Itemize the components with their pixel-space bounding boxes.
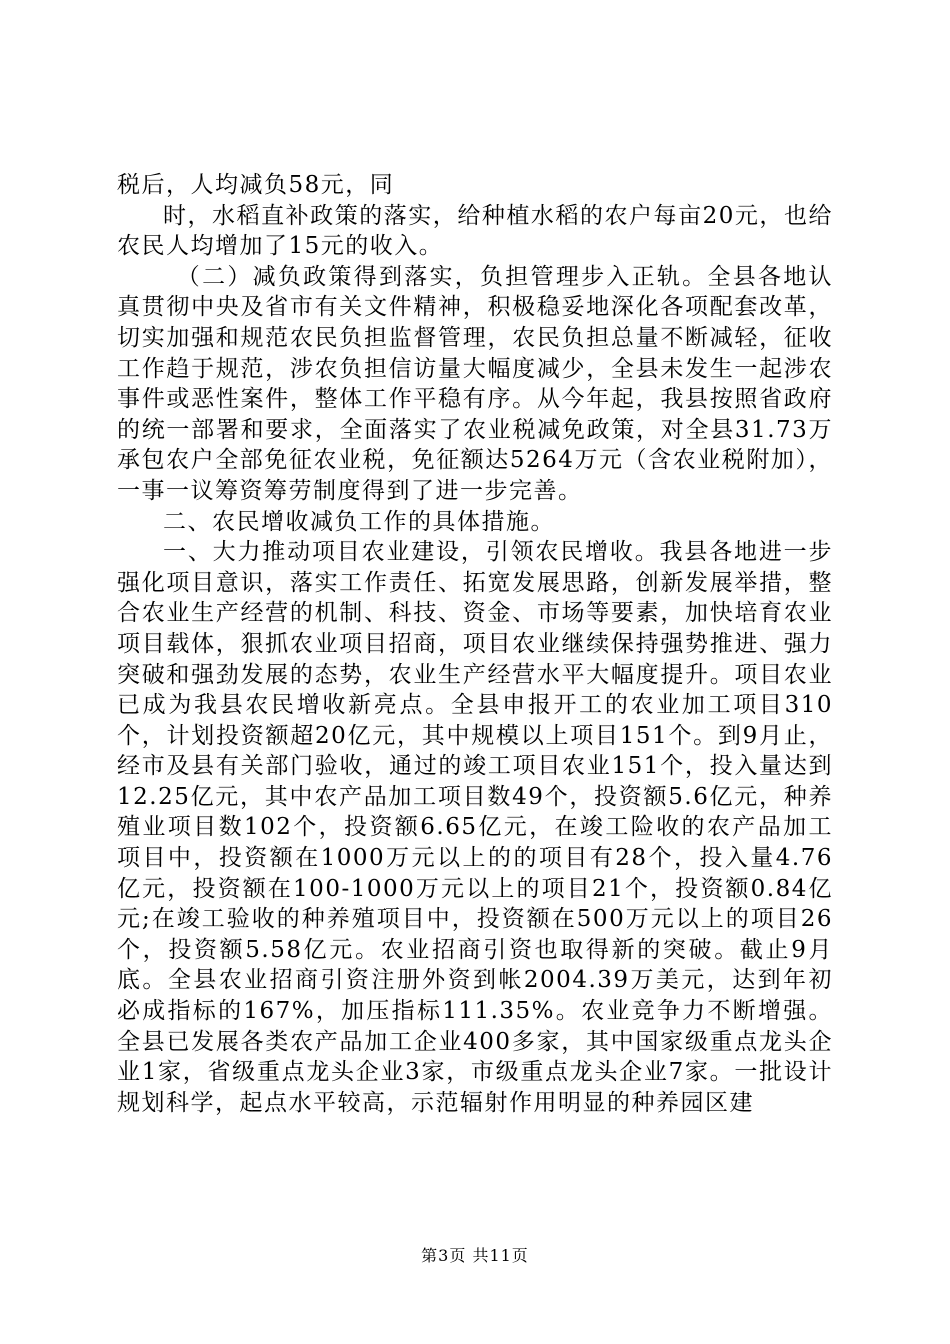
paragraph-burden-reduction: （二）减负政策得到落实，负担管理步入正轨。全县各地认真贯彻中央及省市有关文件精神，积极稳妥地深化各项配套改革，切实加强和规范农民负担监督管理，农民负担总量不断减轻，征收工作趋于规范，涉农负担信访量大幅度减少，全县未发生一起涉农事件或恶性案件，整体工作平稳有序。从今年起，我县按照省政府的统一部署和要求，全面落实了农业税减免政策，对全县31.73万承包农户全部免征农业税，免征额达5264万元（含农业税附加），一事一议筹资筹劳制度得到了进一步完善。 [117, 263, 833, 504]
page-number: 第3页 共11页 [421, 1246, 529, 1265]
section-heading-measures: 二、农民增收减负工作的具体措施。 [163, 508, 555, 535]
paragraph-project-agriculture: 一、大力推动项目农业建设，引领农民增收。我县各地进一步强化项目意识，落实工作责任、拓宽发展思路，创新发展举措，整合农业生产经营的机制、科技、资金、市场等要素，加快培育农业项目载体，狠抓农业项目招商，项目农业继续保持强势推进、强力突破和强劲发展的态势，农业生产经营水平大幅度提升。项目农业已成为我县农民增收新亮点。全县申报开工的农业加工项目310个，计划投资额超20亿元，其中规模以上项目151个。到9月止，经市及县有关部门验收，通过的竣工项目农业151个，投入量达到12.25亿元，其中农产品加工项目数49个，投资额5.6亿元，种养殖业项目数102个，投资额6.65亿元，在竣工险收的农产品加工项目中，投资额在1000万元以上的的项目有28个，投入量4.76亿元，投资额在100-1000万元以上的项目21个，投资额0.84亿元;在竣工验收的种养殖项目中，投资额在500万元以上的项目26个，投资额5.58亿元。农业招商引资也取得新的突破。截止9月底。全县农业招商引资注册外资到帐2004.39万美元，达到年初必成指标的167%，加压指标111.35%。农业竞争力不断增强。全县已发展各类农产品加工企业400多家，其中国家级重点龙头企业1家，省级重点龙头企业3家，市级重点龙头企业7家。一批设计规划科学，起点水平较高，示范辐射作用明显的种养园区建 [117, 539, 833, 1116]
page-footer [0, 1243, 950, 1266]
paragraph-continuation: 税后，人均减负58元，同 [117, 172, 395, 198]
document-body [117, 170, 833, 1118]
paragraph-rice-subsidy: 时，水稻直补政策的落实，给种植水稻的农户每亩20元，也给农民人均增加了15元的收入。 [117, 202, 833, 260]
